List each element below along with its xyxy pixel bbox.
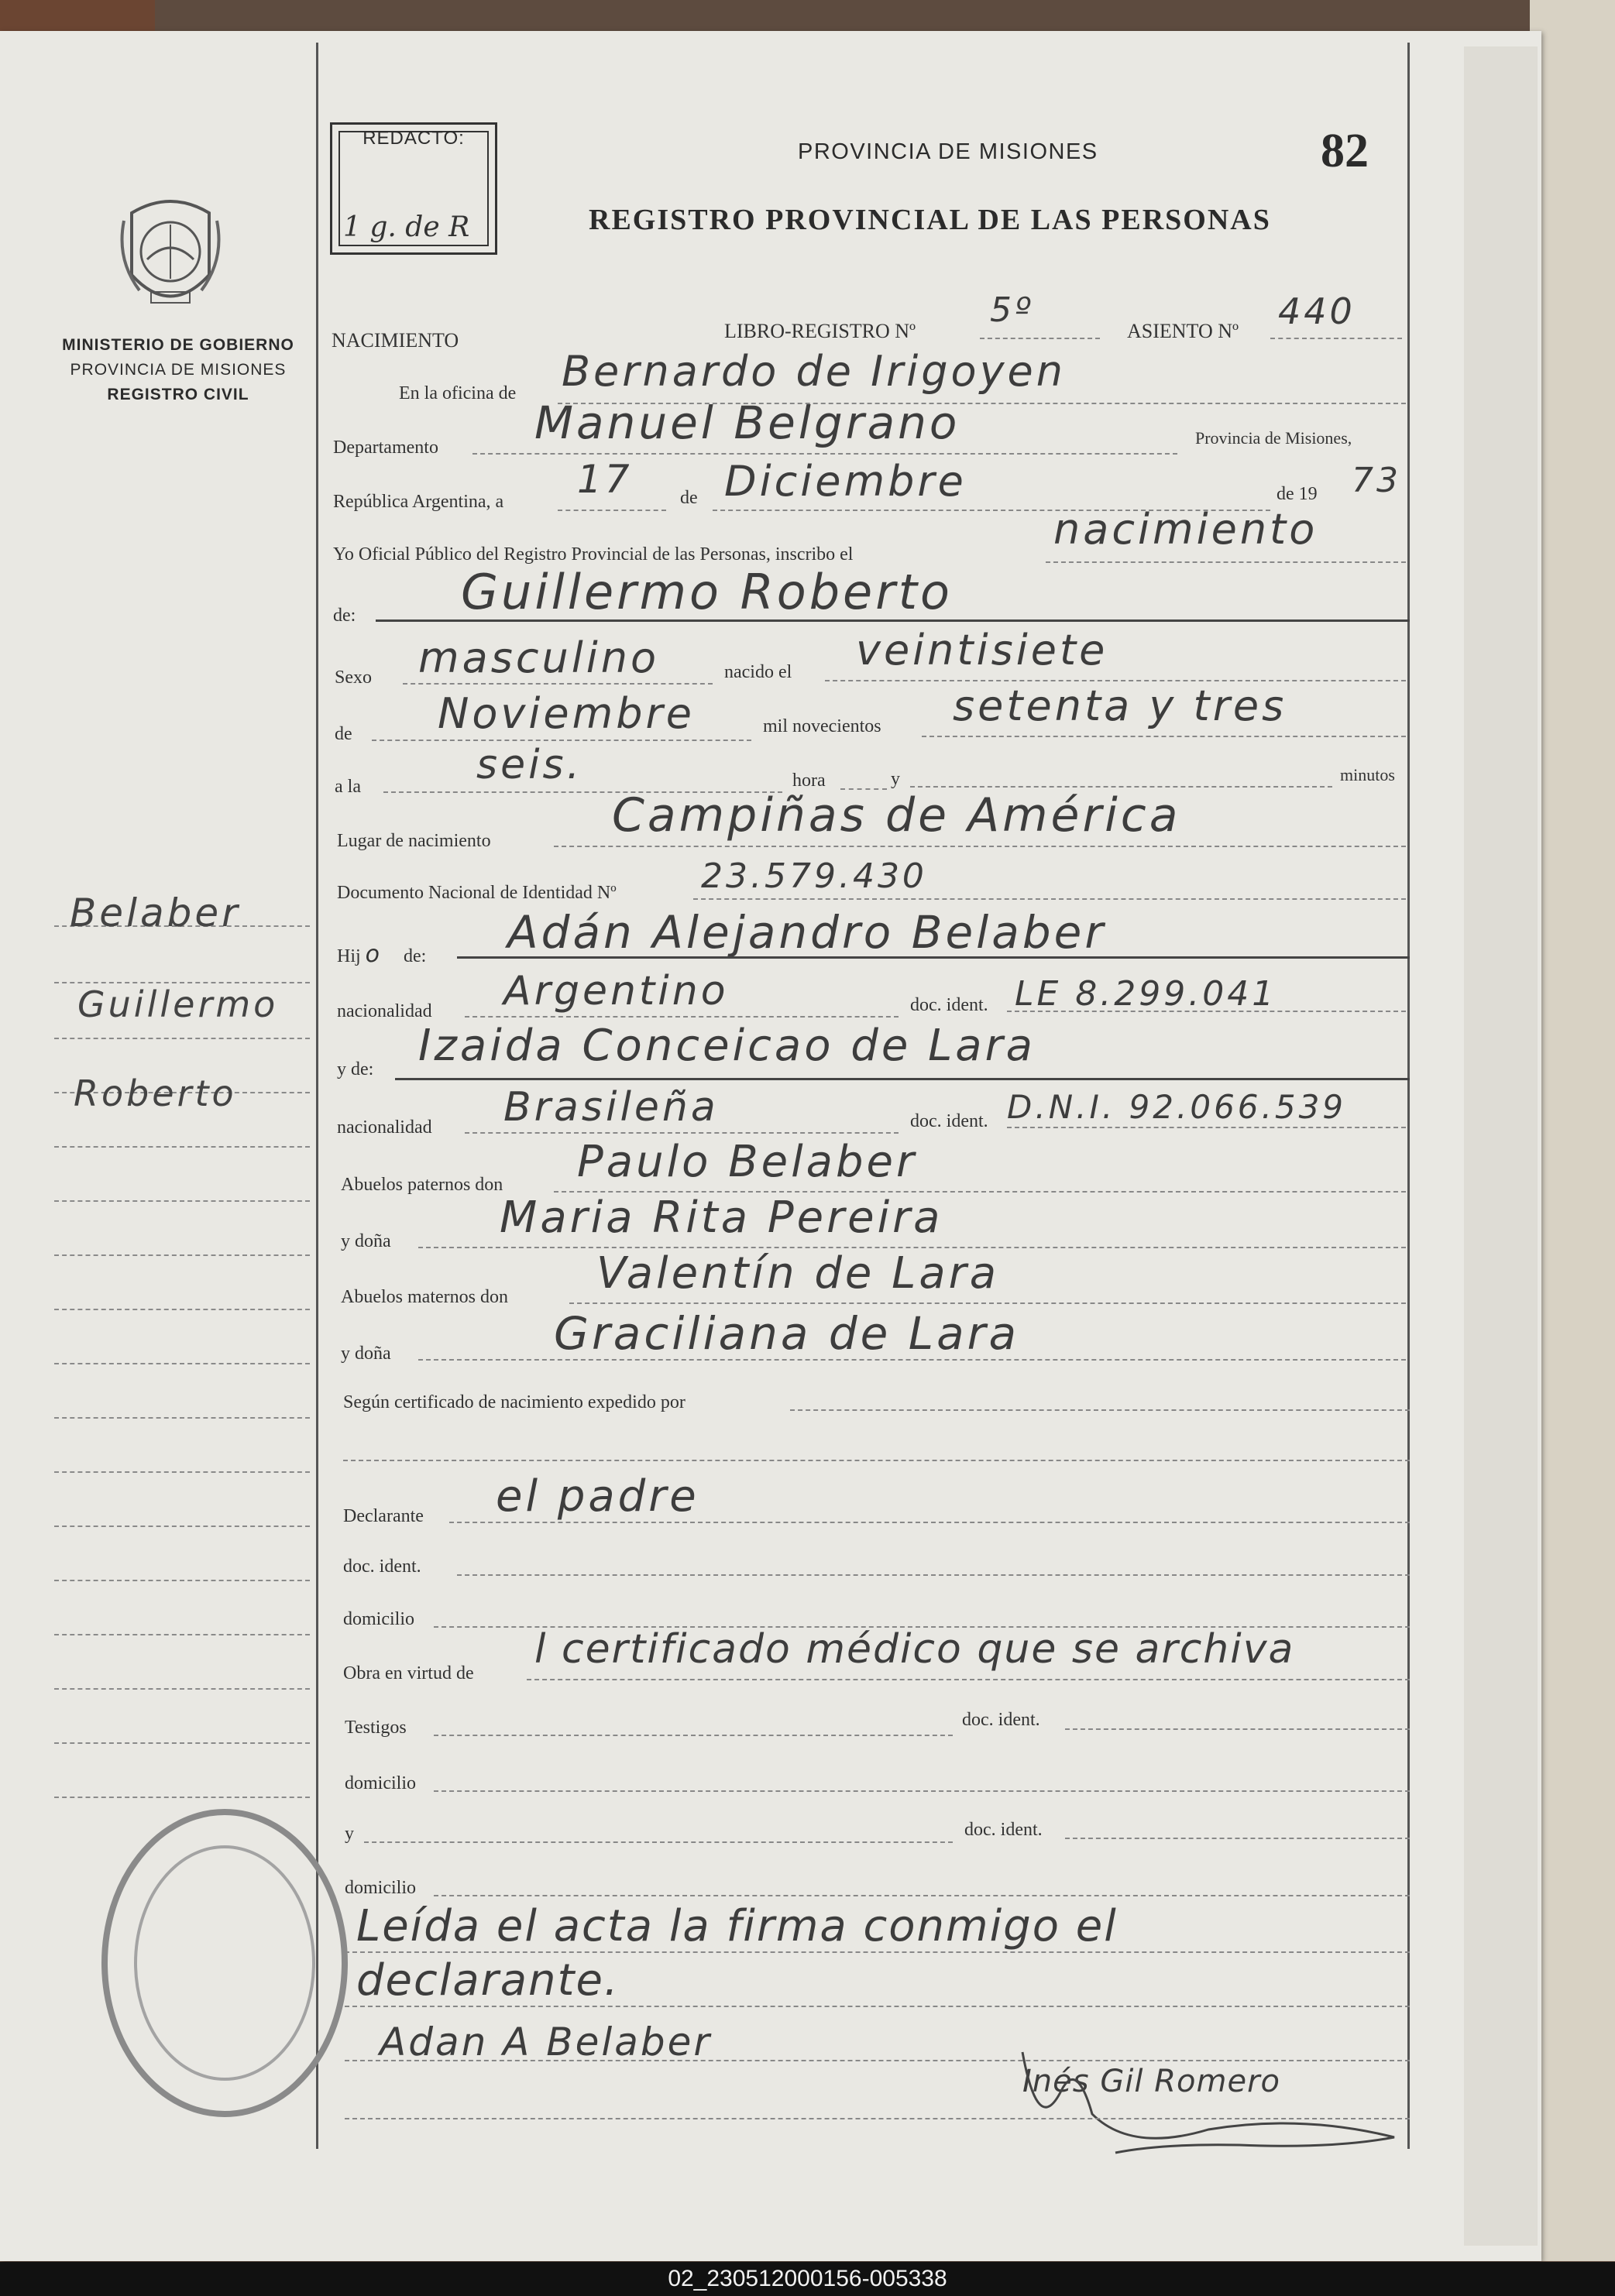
mother-doc-label: doc. ident. — [910, 1111, 988, 1131]
hijo-suffix: o — [365, 941, 380, 968]
ministry-heading — [43, 333, 314, 407]
declarante-domicilio-label: domicilio — [343, 1609, 414, 1629]
mother-doc-value: D.N.I. 92.066.539 — [1007, 1088, 1347, 1126]
image-id-bar — [0, 2262, 1615, 2296]
ministry-line-3: REGISTRO CIVIL — [107, 386, 249, 403]
name-value: Guillermo Roberto — [461, 564, 953, 620]
margin-second-name: Roberto — [74, 1072, 237, 1114]
hora-value: seis. — [476, 742, 583, 788]
mother-value: Izaida Conceicao de Lara — [418, 1021, 1036, 1071]
mother-nat-label: nacionalidad — [337, 1117, 432, 1138]
father-nat-value: Argentino — [503, 968, 729, 1014]
birth-year-value: setenta y tres — [953, 681, 1287, 730]
hijo-prefix: Hij — [337, 946, 361, 966]
abuelo-pat-value: Paulo Belaber — [577, 1137, 917, 1187]
section-label: NACIMIENTO — [332, 329, 459, 352]
margin-first-name: Guillermo — [77, 983, 279, 1025]
page-title: REGISTRO PROVINCIAL DE LAS PERSONAS — [589, 204, 1271, 236]
leida-line2: declarante. — [356, 1955, 620, 2006]
obra-label: Obra en virtud de — [343, 1663, 474, 1683]
testigo2-doc-label: doc. ident. — [964, 1820, 1043, 1840]
dni-value: 23.579.430 — [701, 856, 927, 896]
oficial-signature-flourish — [1007, 2044, 1410, 2160]
declarante-signature: Adan A Belaber — [380, 2020, 712, 2064]
day-value: 17 — [577, 457, 633, 502]
libro-value: 5º — [990, 290, 1034, 330]
mil-label: mil novecientos — [763, 716, 881, 736]
republica-label: República Argentina, a — [333, 492, 504, 512]
abuelos-mat-label: Abuelos maternos don — [341, 1287, 508, 1307]
abuelo-mat-value: Valentín de Lara — [596, 1248, 1000, 1299]
folio-number: 82 — [1321, 125, 1369, 177]
nacido-label: nacido el — [724, 662, 792, 682]
departamento-label: Departamento — [333, 438, 438, 458]
mother-label: y de: — [337, 1059, 374, 1079]
testigo1-domicilio-label: domicilio — [345, 1773, 416, 1793]
hijo-label — [337, 941, 426, 968]
abuela-pat-value: Maria Rita Pereira — [500, 1193, 943, 1243]
hora-label: hora — [792, 770, 826, 791]
sexo-label: Sexo — [335, 668, 372, 688]
lugar-value: Campiñas de América — [612, 788, 1181, 843]
ministry-line-1: MINISTERIO DE GOBIERNO — [62, 336, 294, 354]
asiento-value: 440 — [1278, 290, 1356, 332]
lugar-label: Lugar de nacimiento — [337, 831, 491, 851]
abuela-pat-label: y doña — [341, 1231, 391, 1251]
declarante-value: el padre — [496, 1471, 699, 1522]
testigos-label: Testigos — [345, 1718, 407, 1738]
page-edge — [1464, 46, 1538, 2246]
father-doc-label: doc. ident. — [910, 995, 988, 1015]
de2-label: de — [335, 724, 352, 744]
dni-label: Documento Nacional de Identidad Nº — [337, 883, 617, 903]
next-page-edge — [1530, 0, 1615, 2261]
asiento-label: ASIENTO Nº — [1127, 320, 1239, 342]
abuelos-pat-label: Abuelos paternos don — [341, 1175, 503, 1195]
certificado-label: Según certificado de nacimiento expedido por — [343, 1392, 686, 1412]
sexo-value: masculino — [418, 633, 660, 682]
coat-of-arms-icon — [116, 190, 225, 317]
month-value: Diciembre — [724, 457, 967, 506]
obra-value: l certificado médico que se archiva — [534, 1626, 1295, 1673]
year-value: 73 — [1352, 461, 1401, 500]
abuela-mat-value: Graciliana de Lara — [554, 1307, 1020, 1360]
testigo1-doc-label: doc. ident. — [962, 1710, 1040, 1730]
ministry-line-2: PROVINCIA DE MISIONES — [70, 361, 287, 379]
departamento-value: Manuel Belgrano — [534, 396, 960, 449]
registry-stamp-icon — [97, 1804, 352, 2122]
oficial-label: Yo Oficial Público del Registro Provincial de las Personas, inscribo el — [333, 544, 854, 565]
de-label: de — [680, 488, 698, 508]
redacto-box — [330, 122, 497, 255]
father-doc-value: LE 8.299.041 — [1015, 974, 1277, 1014]
father-value: Adán Alejandro Belaber — [507, 906, 1107, 959]
margin-surname: Belaber — [70, 891, 241, 935]
oficina-label: En la oficina de — [399, 383, 517, 403]
hijo-de: de: — [404, 946, 427, 966]
inscribo-value: nacimiento — [1053, 505, 1318, 554]
declarante-doc-label: doc. ident. — [343, 1556, 421, 1577]
birth-month-value: Noviembre — [438, 689, 695, 738]
name-label: de: — [333, 606, 356, 626]
year-label: de 19 — [1277, 484, 1318, 504]
testigo2-y-label: y — [345, 1824, 354, 1844]
redacto-value: 1 g. de R — [343, 211, 470, 243]
right-margin-rule — [1407, 43, 1410, 2149]
libro-label: LIBRO-REGISTRO Nº — [724, 320, 916, 342]
ala-label: a la — [335, 777, 361, 797]
abuela-mat-label: y doña — [341, 1344, 391, 1364]
father-nat-label: nacionalidad — [337, 1001, 432, 1021]
y-label: y — [891, 769, 900, 789]
redacto-label: REDACTO: — [363, 128, 465, 149]
minutos-label: minutos — [1340, 765, 1395, 784]
leida-line1: Leída el acta la firma conmigo el — [356, 1901, 1118, 1951]
oficina-value: Bernardo de Irigoyen — [562, 347, 1066, 396]
oficial-signature: Inés Gil Romero — [1022, 2064, 1281, 2099]
mother-nat-value: Brasileña — [503, 1084, 719, 1131]
nacido-value: veintisiete — [856, 626, 1108, 674]
testigo2-domicilio-label: domicilio — [345, 1878, 416, 1898]
declarante-label: Declarante — [343, 1506, 424, 1526]
image-id: 02_230512000156-005338 — [668, 2266, 947, 2291]
province-heading: PROVINCIA DE MISIONES — [798, 139, 1098, 164]
provincia-label: Provincia de Misiones, — [1195, 428, 1352, 448]
